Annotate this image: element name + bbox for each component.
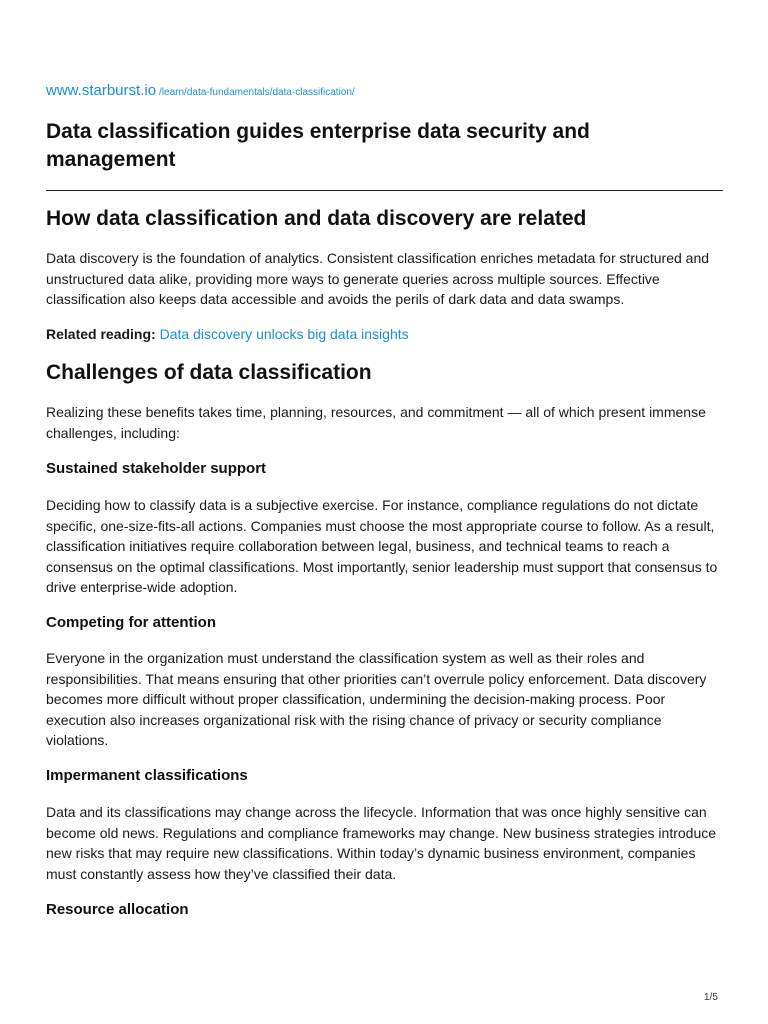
section-body-related: Data discovery is the foundation of analytics. Consistent classification enriches metadata for structured and unstructured data alike, providing more ways to generate queries across multiple sources. Effective classification also keeps data accessible and avoids the perils of dark data and data swamps. — [46, 250, 710, 307]
subheading-resource-allocation: Resource allocation — [46, 901, 189, 918]
section-intro-challenges: Realizing these benefits takes time, planning, resources, and commitment — all of which present immense challenges, including: — [46, 404, 706, 441]
body-impermanent-classifications: Data and its classifications may change across the lifecycle. Information that was once highly sensitive can become old news. Regulations and compliance frameworks may change. New business strategies introduce new risks that may require new classifications. Within today’s dynamic business environment, companies must constantly assess how they’ve classified their data. — [46, 804, 717, 882]
subheading-stakeholder-support: Sustained stakeholder support — [46, 460, 267, 477]
related-reading — [46, 324, 724, 345]
subheading-competing-attention: Competing for attention — [46, 614, 216, 631]
body-competing-attention: Everyone in the organization must understand the classification system as well as their roles and responsibilities. That means ensuring that other priorities can’t overrule policy enforcement. Data discovery becomes more difficult without proper classification, undermining the decision-making process. Poor execution also increases organizational risk with the rising chance of privacy or security compliance violations. — [46, 650, 707, 748]
section-heading-challenges: Challenges of data classification — [46, 361, 372, 384]
url-domain-link[interactable]: www.starburst.io — [46, 82, 157, 99]
page-title: Data classification guides enterprise data security and management — [46, 120, 590, 171]
body-stakeholder-support: Deciding how to classify data is a subjective exercise. For instance, compliance regulations do not dictate specific, one-size-fits-all actions. Companies must choose the most appropriate course to follow. As a result, classification initiatives require collaboration between legal, business, and technical teams to reach a consensus on the optimal classifications. Most importantly, senior leadership must support that consensus to drive enterprise-wide adoption. — [46, 497, 718, 595]
url-path-link[interactable]: /learn/data-fundamentals/data-classification/ — [159, 87, 355, 98]
related-reading-label: Related reading: — [46, 326, 156, 342]
source-url[interactable] — [46, 82, 355, 100]
title-divider — [46, 190, 723, 191]
page-number: 1/5 — [704, 992, 718, 1003]
related-reading-link[interactable]: Data discovery unlocks big data insights — [159, 326, 409, 342]
section-heading-related: How data classification and data discovery are related — [46, 207, 587, 230]
subheading-impermanent-classifications: Impermanent classifications — [46, 767, 248, 784]
